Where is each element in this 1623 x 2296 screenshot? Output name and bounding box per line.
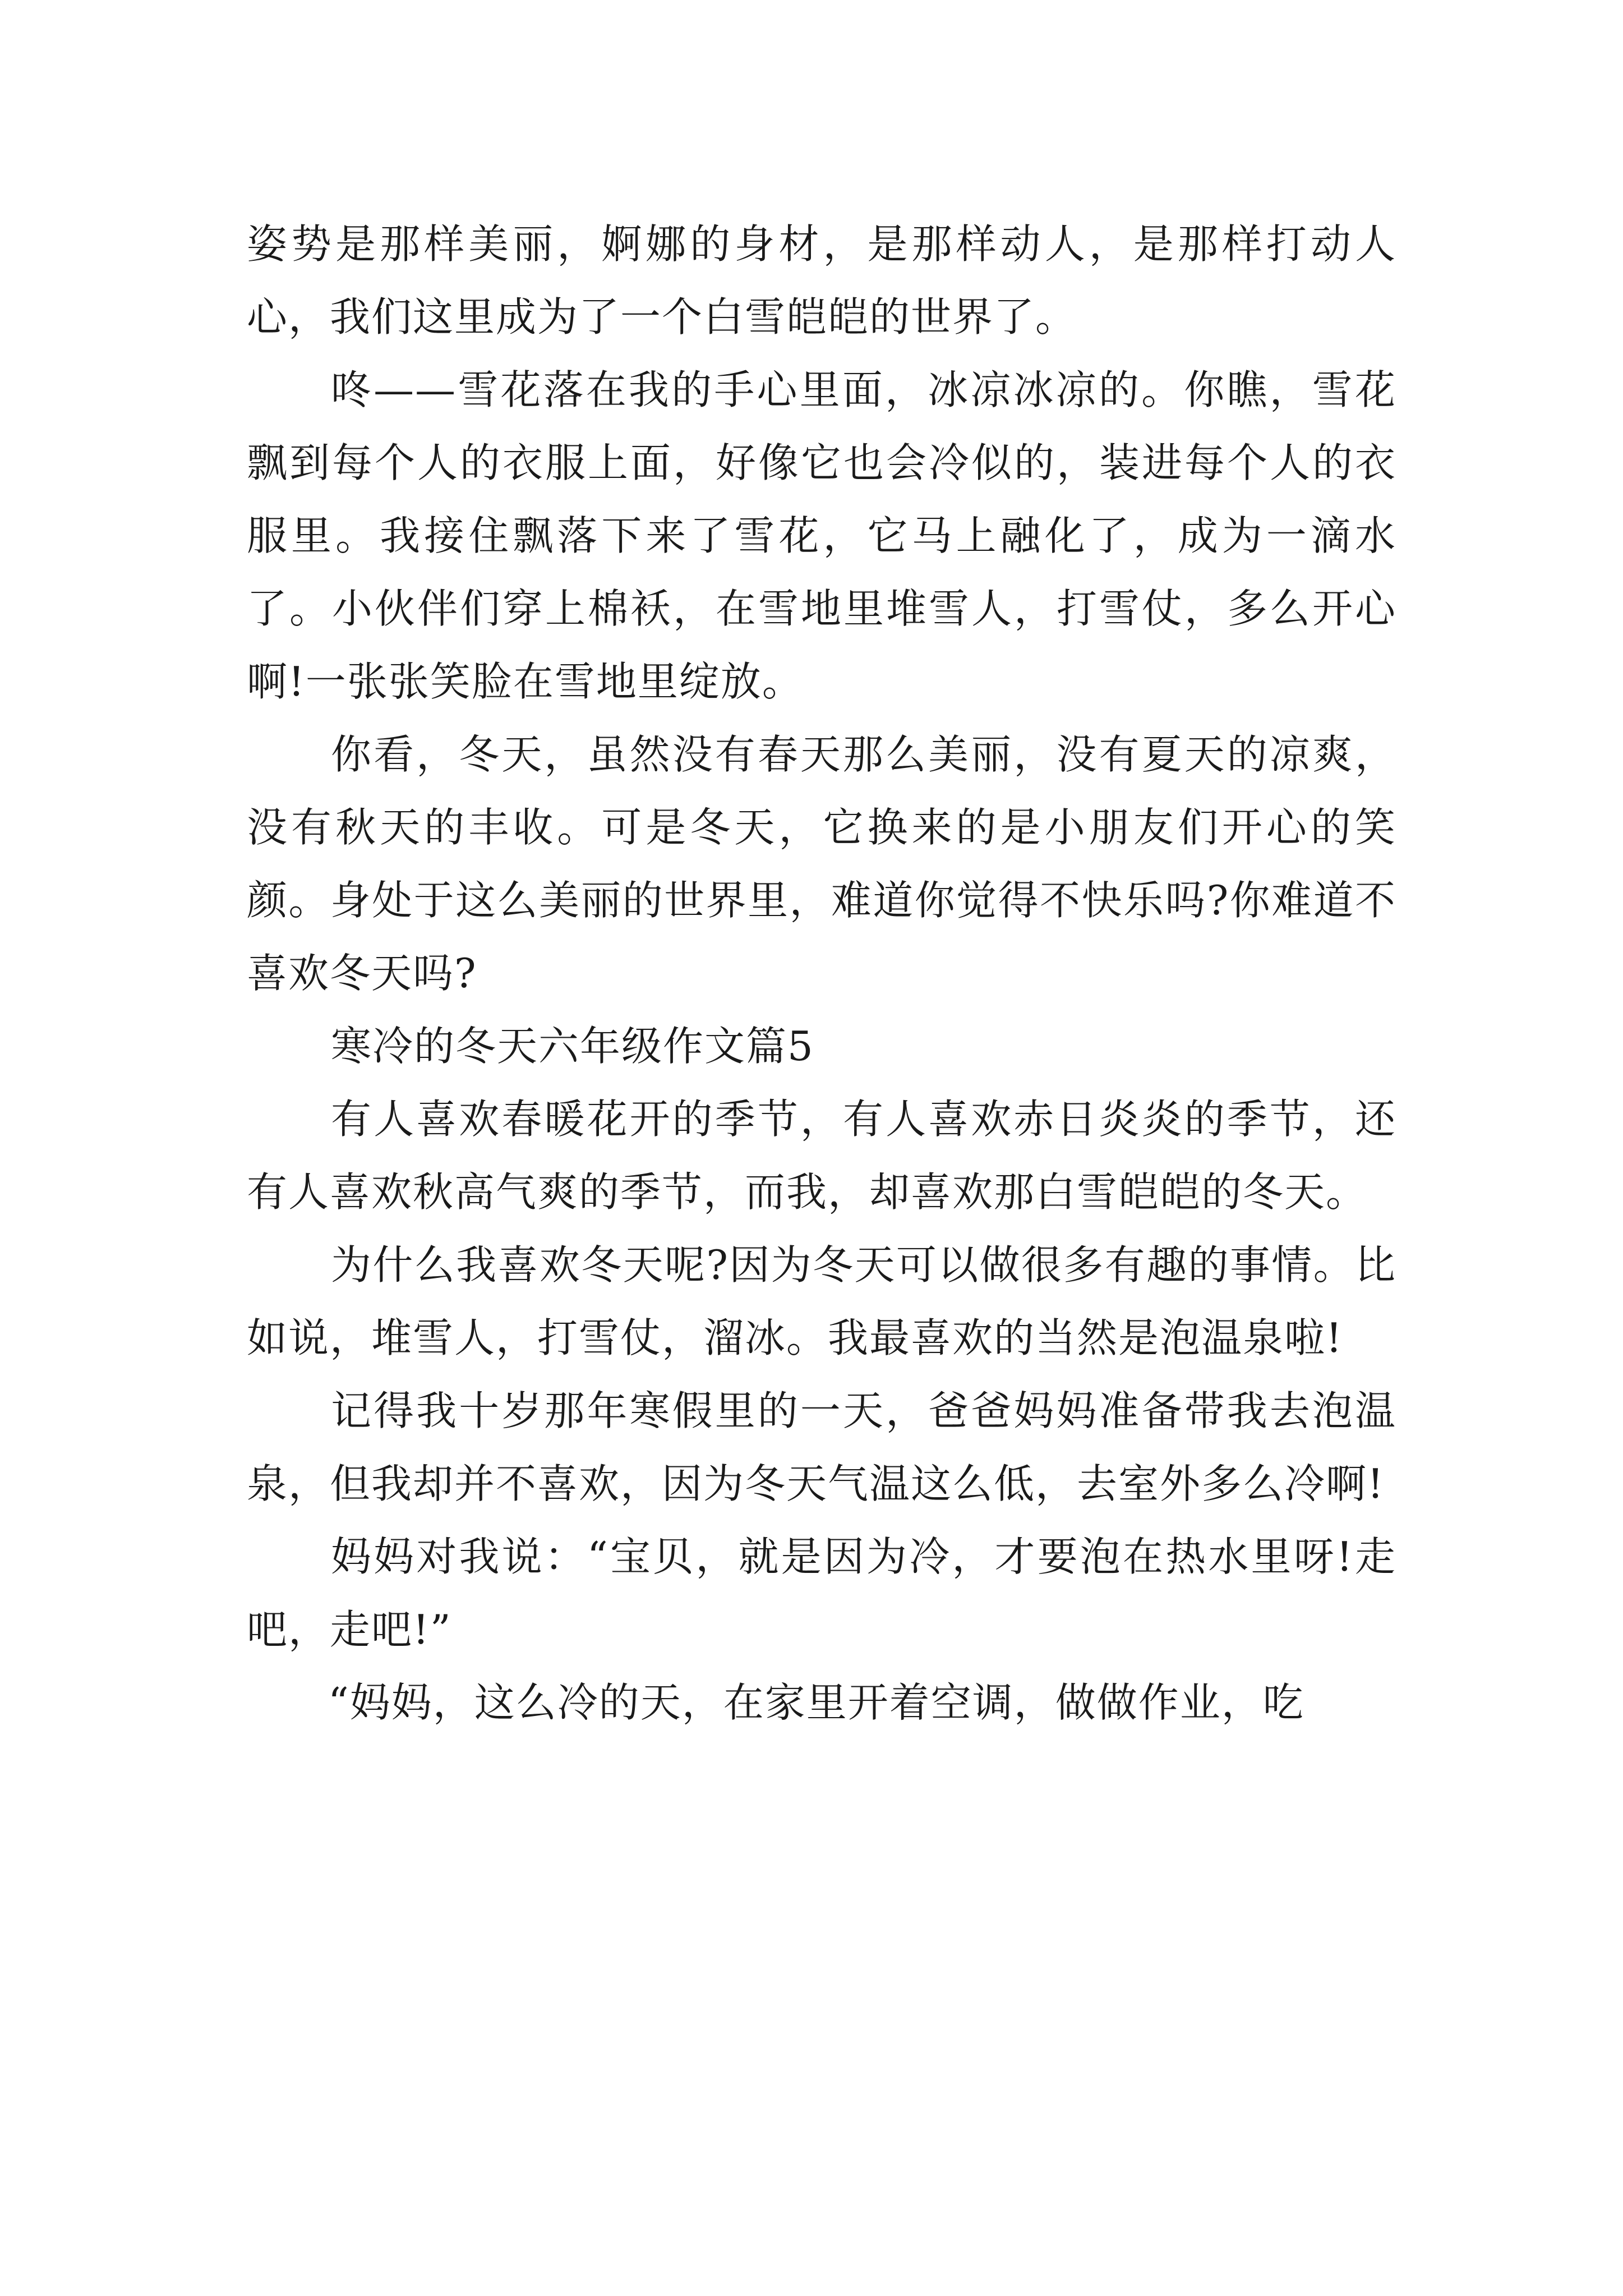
paragraph-6: 记得我十岁那年寒假里的一天，爸爸妈妈准备带我去泡温泉，但我却并不喜欢，因为冬天气温这么低，去室外多么冷啊! (247, 1387, 1396, 1507)
paragraph-5: 为什么我喜欢冬天呢?因为冬天可以做很多有趣的事情。比如说，堆雪人，打雪仗，溜冰。我最喜欢的当然是泡温泉啦! (247, 1241, 1396, 1361)
paragraph-7: 妈妈对我说：“宝贝，就是因为冷，才要泡在热水里呀!走吧，走吧!” (247, 1533, 1396, 1653)
section-heading: 寒冷的冬天六年级作文篇5 (331, 1023, 814, 1070)
document-body (247, 208, 1396, 1739)
paragraph-8: “妈妈，这么冷的天，在家里开着空调，做做作业，吃 (328, 1679, 1304, 1726)
paragraph-4: 有人喜欢春暖花开的季节，有人喜欢赤日炎炎的季节，还有人喜欢秋高气爽的季节，而我，却喜欢那白雪皑皑的冬天。 (247, 1096, 1396, 1216)
paragraph-3: 你看，冬天，虽然没有春天那么美丽，没有夏天的凉爽，没有秋天的丰收。可是冬天，它换来的是小朋友们开心的笑颜。身处于这么美丽的世界里，难道你觉得不快乐吗?你难道不喜欢冬天吗? (247, 731, 1396, 997)
paragraph-2: 咚——雪花落在我的手心里面，冰凉冰凉的。你瞧，雪花飘到每个人的衣服上面，好像它也会冷似的，装进每个人的衣服里。我接住飘落下来了雪花，它马上融化了，成为一滴水了。小伙伴们穿上棉袄，在雪地里堆雪人，打雪仗，多么开心啊!一张张笑脸在雪地里绽放。 (247, 366, 1396, 705)
paragraph-1: 姿势是那样美丽，婀娜的身材，是那样动人，是那样打动人心，我们这里成为了一个白雪皑皑的世界了。 (247, 220, 1396, 341)
